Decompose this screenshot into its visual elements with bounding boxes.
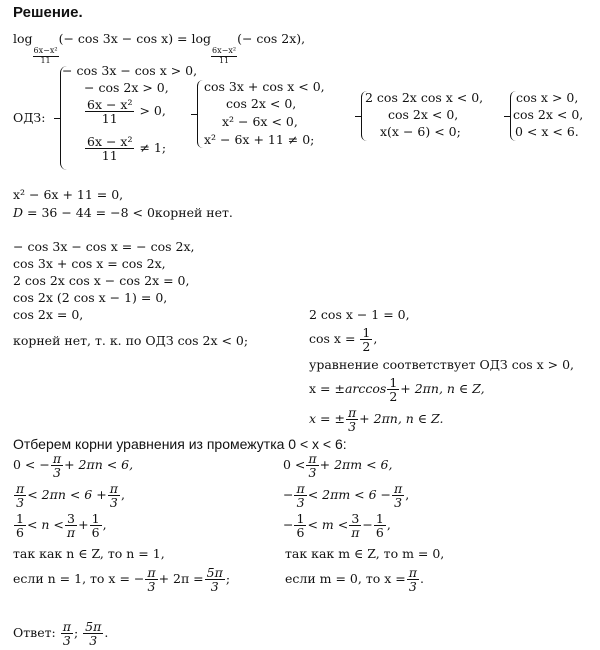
fraction xyxy=(145,566,157,593)
answer-line xyxy=(13,620,108,647)
fraction xyxy=(407,566,419,593)
arccos: arccos xyxy=(344,381,387,397)
period: . xyxy=(104,625,109,641)
log-base-1 xyxy=(33,47,59,66)
branch-m-row5 xyxy=(285,566,424,593)
frac-num: 1 xyxy=(91,511,100,526)
system2-brace xyxy=(197,80,203,148)
frac-num: π xyxy=(296,481,305,496)
text: + 2π = xyxy=(158,571,204,587)
system4-line2: cos 2x < 0, xyxy=(513,107,584,122)
system4-line1: cos x > 0, xyxy=(516,90,579,105)
text: , xyxy=(373,331,378,347)
frac-den: 3 xyxy=(62,633,71,649)
base-num: 6x−x² xyxy=(33,46,58,55)
fraction xyxy=(374,512,386,539)
fraction xyxy=(51,452,63,479)
text: 0 < − xyxy=(13,457,50,473)
frac-num: 1 xyxy=(296,511,305,526)
branch-n-row4: так как n ∈ Z, то n = 1, xyxy=(13,546,165,561)
frac-den: 3 xyxy=(348,419,357,435)
frac-num: π xyxy=(308,451,317,466)
branch-n-row3 xyxy=(13,512,107,539)
frac-num: π xyxy=(347,405,357,420)
text: < m < xyxy=(307,517,349,533)
text: + 2πn, n ∈ Z, xyxy=(400,381,485,397)
fraction xyxy=(392,482,404,509)
text: ; xyxy=(225,571,231,587)
main-equation xyxy=(13,33,305,66)
branch-n-row2 xyxy=(13,482,125,509)
fraction xyxy=(14,482,26,509)
system1-line4 xyxy=(84,135,166,162)
fraction xyxy=(205,566,225,593)
text: , xyxy=(102,517,107,533)
system2-line4: x² − 6x + 11 ≠ 0; xyxy=(204,132,315,147)
text: если n = 1, то x = − xyxy=(13,571,145,587)
text: , xyxy=(120,487,125,503)
frac-den: 2 xyxy=(389,389,398,405)
frac-num: 3 xyxy=(351,511,360,526)
solve-left-line5: cos 2x = 0, xyxy=(13,307,84,322)
branch-m-row4: так как m ∈ Z, то m = 0, xyxy=(285,546,445,561)
frac-num: 6x − x² xyxy=(87,97,133,112)
fraction xyxy=(85,98,134,125)
text: если m = 0, то x = xyxy=(285,571,406,587)
frac-num: π xyxy=(16,481,25,496)
solve-right-line1: 2 cos x − 1 = 0, xyxy=(309,307,410,322)
frac-num: 1 xyxy=(389,375,398,390)
fraction xyxy=(360,326,372,353)
frac-num: 1 xyxy=(16,511,24,526)
frac-num: 6x − x² xyxy=(87,134,133,149)
frac-num: π xyxy=(394,481,403,496)
odz-label: ОДЗ: xyxy=(13,110,46,125)
system2-line2: cos 2x < 0, xyxy=(226,96,297,111)
base-den: 11 xyxy=(40,55,51,65)
text: + 2πm < 6, xyxy=(319,457,393,473)
frac-den: 3 xyxy=(210,579,219,595)
log-2: log xyxy=(191,31,212,46)
frac-den: 3 xyxy=(308,465,317,481)
solve-left-line6: корней нет, т. к. по ОДЗ cos 2x < 0; xyxy=(13,333,249,348)
solve-left-line3: 2 cos 2x cos x − cos 2x = 0, xyxy=(13,273,190,288)
branch-m-row2 xyxy=(283,482,409,509)
fraction xyxy=(14,512,26,539)
frac-num: 1 xyxy=(375,511,384,526)
branch-n-row5 xyxy=(13,566,230,593)
branch-n-row1 xyxy=(13,452,133,479)
solve-left-line2: cos 3x + cos x = cos 2x, xyxy=(13,256,166,271)
system3-line1: 2 cos 2x cos x < 0, xyxy=(365,90,484,105)
text: cos x = xyxy=(309,331,360,347)
frac-den: 3 xyxy=(16,495,25,511)
frac-den: 6 xyxy=(91,525,100,541)
frac-den: 6 xyxy=(375,525,384,541)
frac-den: 11 xyxy=(101,111,118,127)
solve-right-line3: уравнение соответствует ОДЗ cos x > 0, xyxy=(309,357,575,372)
frac-den: 3 xyxy=(109,495,118,511)
frac-num: 1 xyxy=(362,325,371,340)
frac-num: 5π xyxy=(206,565,223,580)
frac-den: 3 xyxy=(394,495,403,511)
text: 0 < xyxy=(283,457,306,473)
base-num: 6x−x² xyxy=(212,46,237,55)
system3-line3: x(x − 6) < 0; xyxy=(380,124,461,139)
answer-label: Ответ: xyxy=(13,625,56,641)
frac-den: 6 xyxy=(296,525,305,541)
system1-line1: − cos 3x − cos x > 0, xyxy=(62,63,198,78)
frac-num: 5π xyxy=(85,619,102,634)
rhs-arg: (− cos 2x), xyxy=(237,31,306,46)
text: < n < xyxy=(26,517,64,533)
frac-den: π xyxy=(351,525,360,541)
frac-den: 3 xyxy=(147,579,156,595)
frac-num: π xyxy=(147,565,156,580)
text: − xyxy=(283,517,294,533)
frac-den: 3 xyxy=(408,579,417,595)
frac-den: 3 xyxy=(89,633,98,649)
branch-m-row3 xyxy=(283,512,391,539)
text: − xyxy=(283,487,294,503)
text: , xyxy=(405,487,410,503)
fraction xyxy=(346,406,358,433)
branch-m-row1 xyxy=(283,452,392,479)
fraction xyxy=(306,452,318,479)
answer-fraction-1 xyxy=(61,620,73,647)
frac-num: π xyxy=(109,481,118,496)
system1-brace xyxy=(60,66,67,170)
solve-right-line5 xyxy=(309,406,443,433)
system1-line2: − cos 2x > 0, xyxy=(84,80,169,95)
fraction xyxy=(108,482,120,509)
frac-den: 6 xyxy=(16,525,24,541)
fraction xyxy=(65,512,77,539)
solve-left-line1: − cos 3x − cos x = − cos 2x, xyxy=(13,239,195,254)
text: x = ± xyxy=(309,411,345,427)
log-1: log xyxy=(13,31,33,46)
d-rest: = 36 − 44 = −8 < 0корней нет. xyxy=(23,205,233,220)
text: + 2πn < 6, xyxy=(64,457,134,473)
system3-line2: cos 2x < 0, xyxy=(388,107,459,122)
fraction xyxy=(294,512,306,539)
text: x = ± xyxy=(309,381,345,397)
text: < 2πn < 6 + xyxy=(27,487,107,503)
fraction xyxy=(85,135,134,162)
system1-line3 xyxy=(84,98,166,125)
frac-den: 11 xyxy=(101,148,118,164)
frac-den: 3 xyxy=(296,495,305,511)
frac-den: π xyxy=(66,525,76,541)
frac-num: 3 xyxy=(67,511,75,526)
separator: ; xyxy=(73,625,79,641)
relation: ≠ 1; xyxy=(139,140,167,156)
fraction xyxy=(349,512,361,539)
fraction xyxy=(387,376,399,403)
frac-num: π xyxy=(62,619,71,634)
solve-right-line4 xyxy=(309,376,485,403)
frac-num: π xyxy=(408,565,417,580)
text: − xyxy=(362,517,373,533)
solution-heading: Решение. xyxy=(13,4,83,21)
text: . xyxy=(419,571,424,587)
system2-line3: x² − 6x < 0, xyxy=(222,114,298,129)
lhs-arg: (− cos 3x − cos x) = xyxy=(58,31,192,46)
text: + 2πn, n ∈ Z. xyxy=(359,411,444,427)
discriminant-line xyxy=(13,207,233,220)
text: < 2πm < 6 − xyxy=(307,487,391,503)
system4-line3: 0 < x < 6. xyxy=(515,124,579,139)
system2-line1: cos 3x + cos x < 0, xyxy=(204,79,325,94)
base-den: 11 xyxy=(218,55,230,65)
frac-num: π xyxy=(52,451,62,466)
text: , xyxy=(386,517,391,533)
frac-den: 2 xyxy=(362,339,371,355)
quadratic-equation: x² − 6x + 11 = 0, xyxy=(13,187,124,202)
log-base-2 xyxy=(211,47,237,66)
relation: > 0, xyxy=(139,103,166,119)
fraction xyxy=(294,482,306,509)
answer-fraction-2 xyxy=(83,620,103,647)
solve-left-line4: cos 2x (2 cos x − 1) = 0, xyxy=(13,290,168,305)
text: + xyxy=(78,517,89,533)
fraction xyxy=(90,512,102,539)
selection-heading: Отберем корни уравнения из промежутка 0 < x < 6: xyxy=(13,436,347,452)
frac-den: 3 xyxy=(52,465,61,481)
solve-right-line2 xyxy=(309,326,377,353)
d-symbol: D xyxy=(13,205,24,220)
